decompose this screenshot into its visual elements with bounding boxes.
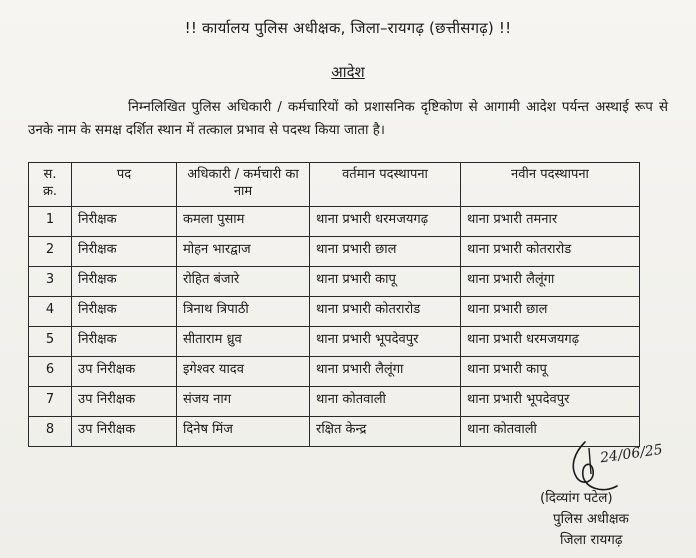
- cell-new-posting: थाना प्रभारी भूपदेवपुर: [461, 387, 640, 417]
- cell-sno: 4: [29, 297, 72, 327]
- cell-name: त्रिनाथ त्रिपाठी: [177, 297, 310, 327]
- cell-current-posting: थाना प्रभारी छाल: [310, 237, 461, 267]
- table-row: [29, 357, 640, 387]
- cell-current-posting: थाना प्रभारी लैलूंगा: [310, 357, 461, 387]
- cell-current-posting: थाना कोतवाली: [310, 387, 461, 417]
- posting-table-body: [29, 207, 640, 447]
- table-row: [29, 237, 640, 267]
- signatory-office: जिला रायगढ़: [560, 532, 623, 548]
- table-row: [29, 327, 640, 357]
- cell-new-posting: थाना प्रभारी कापू: [461, 357, 640, 387]
- cell-new-posting: थाना प्रभारी कोतरारोड: [461, 237, 640, 267]
- order-title-text: आदेश: [331, 63, 365, 81]
- cell-name: दिनेष मिंज: [177, 417, 310, 447]
- cell-new-posting: थाना प्रभारी लैलूंगा: [461, 267, 640, 297]
- cell-sno: 7: [29, 387, 72, 417]
- posting-table-header: [29, 163, 640, 207]
- cell-sno: 6: [29, 357, 72, 387]
- col-header-sno: स. क्र.: [29, 163, 72, 207]
- cell-post: निरीक्षक: [72, 267, 177, 297]
- posting-table: [28, 162, 640, 447]
- table-row: [29, 267, 640, 297]
- cell-new-posting: थाना प्रभारी छाल: [461, 297, 640, 327]
- cell-post: निरीक्षक: [72, 237, 177, 267]
- cell-current-posting: थाना प्रभारी धरमजयगढ़: [310, 207, 461, 237]
- cell-name: मोहन भारद्वाज: [177, 237, 310, 267]
- col-header-current-posting: वर्तमान पदस्थापना: [310, 163, 461, 207]
- cell-post: उप निरीक्षक: [72, 387, 177, 417]
- col-header-name: अधिकारी / कर्मचारी का नाम: [177, 163, 310, 207]
- cell-name: रोहित बंजारे: [177, 267, 310, 297]
- table-row: [29, 207, 640, 237]
- table-row: [29, 417, 640, 447]
- cell-new-posting: थाना प्रभारी धरमजयगढ़: [461, 327, 640, 357]
- cell-current-posting: थाना प्रभारी कोतरारोड: [310, 297, 461, 327]
- cell-name: इगेश्वर यादव: [177, 357, 310, 387]
- cell-sno: 1: [29, 207, 72, 237]
- cell-post: निरीक्षक: [72, 207, 177, 237]
- cell-sno: 8: [29, 417, 72, 447]
- order-title: [0, 62, 696, 82]
- cell-new-posting: थाना प्रभारी तमनार: [461, 207, 640, 237]
- signatory-name: (दिव्यांग पटेल): [540, 490, 613, 506]
- order-intro-paragraph: निम्नलिखित पुलिस अधिकारी / कर्मचारियों को प्रशासनिक दृष्टिकोण से आगामी आदेश पर्यन्त अस्थाई रूप से उनके नाम के समक्ष दर्शित स्थान में तत्काल प्रभाव से पदस्थ किया जाता है।: [28, 100, 668, 138]
- cell-sno: 3: [29, 267, 72, 297]
- col-header-new-posting: नवीन पदस्थापना: [461, 163, 640, 207]
- col-header-post: पद: [72, 163, 177, 207]
- cell-sno: 5: [29, 327, 72, 357]
- cell-post: उप निरीक्षक: [72, 417, 177, 447]
- header-row: [29, 163, 640, 207]
- cell-name: सीताराम ध्रुव: [177, 327, 310, 357]
- office-heading: !! कार्यालय पुलिस अधीक्षक, जिला–रायगढ़ (छत्तीसगढ़) !!: [184, 19, 512, 37]
- cell-sno: 2: [29, 237, 72, 267]
- table-row: [29, 297, 640, 327]
- cell-current-posting: थाना प्रभारी भूपदेवपुर: [310, 327, 461, 357]
- table-row: [29, 387, 640, 417]
- cell-current-posting: रक्षित केन्द्र: [310, 417, 461, 447]
- cell-post: निरीक्षक: [72, 327, 177, 357]
- signature-date: 24/06/25: [599, 441, 664, 467]
- cell-name: संजय नाग: [177, 387, 310, 417]
- cell-name: कमला पुसाम: [177, 207, 310, 237]
- cell-new-posting: थाना कोतवाली: [461, 417, 640, 447]
- cell-current-posting: थाना प्रभारी कापू: [310, 267, 461, 297]
- cell-post: उप निरीक्षक: [72, 357, 177, 387]
- cell-post: निरीक्षक: [72, 297, 177, 327]
- signatory-designation: पुलिस अधीक्षक: [553, 511, 629, 527]
